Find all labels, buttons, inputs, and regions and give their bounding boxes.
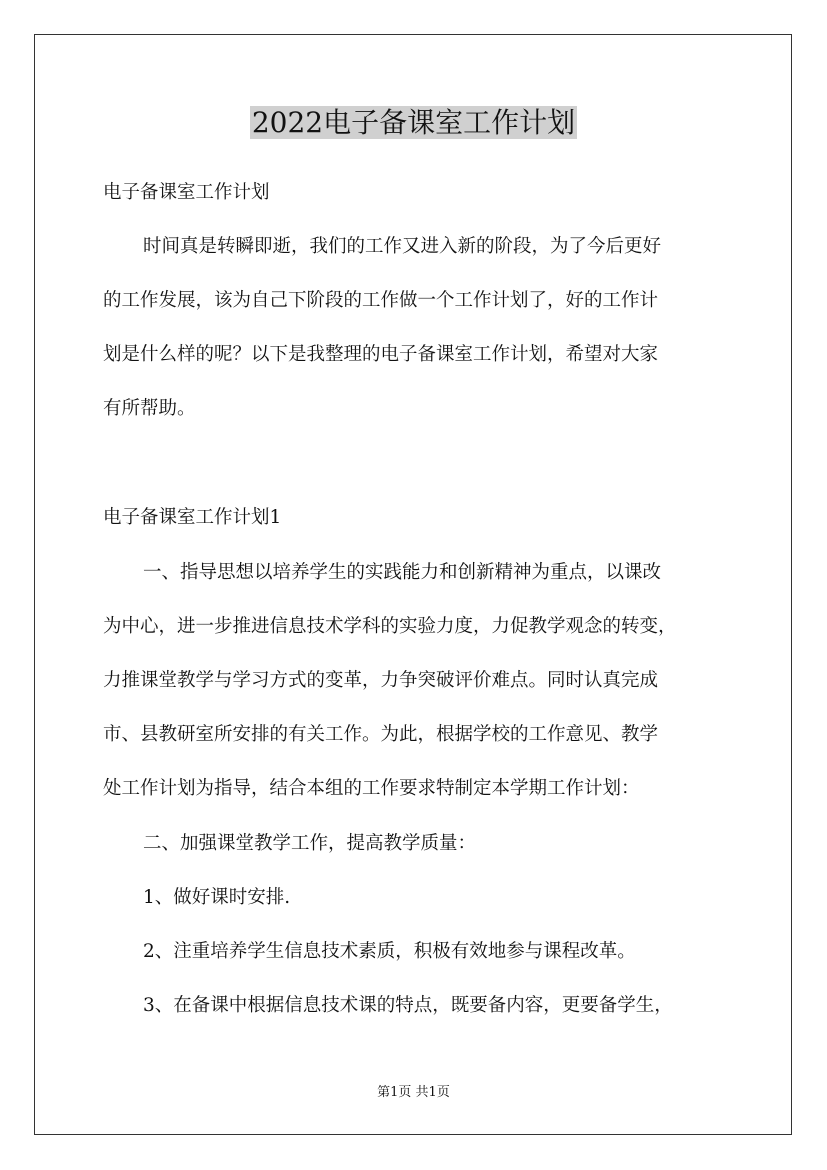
list-item: 3、在备课中根据信息技术课的特点，既要备内容，更要备学生， <box>143 995 673 1016</box>
document-title-text: 2022电子备课室工作计划 <box>251 106 576 139</box>
paragraph-line: 划是什么样的呢？以下是我整理的电子备课室工作计划，希望对大家 <box>103 344 659 365</box>
document-title <box>0 103 827 143</box>
section-heading: 电子备课室工作计划1 <box>103 507 282 528</box>
paragraph-line: 二、加强课堂教学工作，提高教学质量： <box>143 833 477 854</box>
list-item: 2、注重培养学生信息技术素质，积极有效地参与课程改革。 <box>143 941 636 962</box>
paragraph-line: 力推课堂教学与学习方式的变革，力争突破评价难点。同时认真完成 <box>103 670 659 691</box>
paragraph-line: 一、指导思想以培养学生的实践能力和创新精神为重点，以课改 <box>143 562 662 583</box>
paragraph-line: 的工作发展，该为自己下阶段的工作做一个工作计划了，好的工作计 <box>103 290 659 311</box>
list-item: 1、做好课时安排. <box>143 887 291 908</box>
paragraph-line: 处工作计划为指导，结合本组的工作要求特制定本学期工作计划： <box>103 778 640 799</box>
section-heading: 电子备课室工作计划 <box>103 182 270 203</box>
paragraph-line: 市、县教研室所安排的有关工作。为此，根据学校的工作意见、教学 <box>103 724 659 745</box>
paragraph-line: 时间真是转瞬即逝，我们的工作又进入新的阶段，为了今后更好 <box>143 236 662 257</box>
paragraph-line: 为中心，进一步推进信息技术学科的实验力度，力促教学观念的转变， <box>103 616 677 637</box>
page-number: 第1页 共1页 <box>377 1085 450 1100</box>
paragraph-line: 有所帮助。 <box>103 398 196 419</box>
